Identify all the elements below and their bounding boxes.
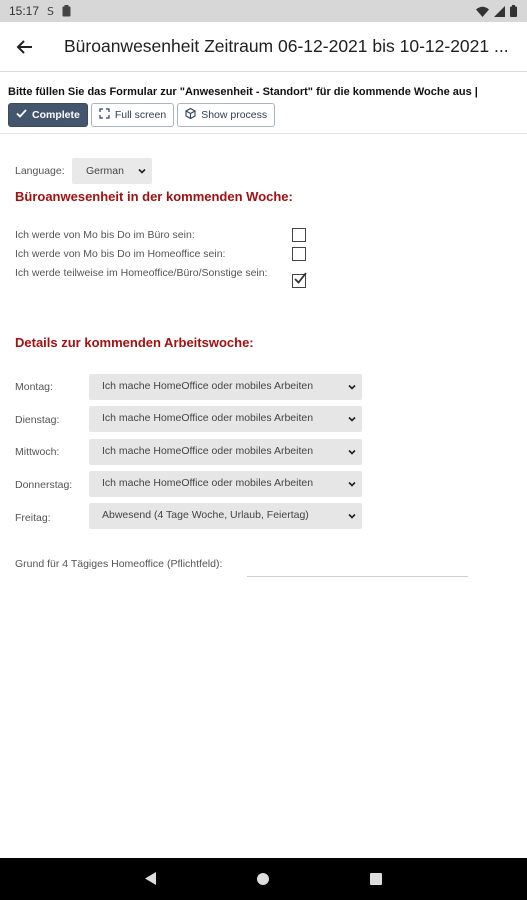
checkbox-partial[interactable] (292, 274, 306, 288)
show-process-button[interactable] (177, 103, 275, 127)
form-toolbar (8, 103, 275, 127)
signal-icon (494, 4, 505, 22)
app-bar (0, 22, 527, 72)
day-label-tuesday: Dienstag: (15, 414, 60, 426)
day-value-friday: Abwesend (4 Tage Woche, Urlaub, Feiertag) (102, 509, 309, 521)
chevron-down-icon (347, 511, 357, 521)
chevron-down-icon (347, 479, 357, 489)
section-title-week-details: Details zur kommenden Arbeitswoche: (15, 335, 254, 350)
language-select[interactable] (72, 158, 152, 184)
page-title: Büroanwesenheit Zeitraum 06-12-2021 bis 10-12-2021 ... (64, 36, 509, 56)
sim-icon (47, 4, 56, 22)
chevron-down-icon (137, 166, 147, 176)
wifi-icon (476, 4, 489, 22)
chevron-down-icon (347, 447, 357, 457)
nav-recents-icon[interactable] (370, 873, 382, 885)
chevron-down-icon (347, 382, 357, 392)
checkmark-icon (292, 271, 308, 287)
nav-back-icon[interactable] (145, 872, 157, 890)
day-label-thursday: Donnerstag: (15, 479, 73, 491)
day-value-monday: Ich mache HomeOffice oder mobiles Arbeiten (102, 380, 314, 392)
fullscreen-icon (99, 108, 110, 122)
nav-home-icon[interactable] (257, 873, 269, 885)
back-arrow-icon[interactable] (14, 36, 36, 58)
checkbox-label-office: Ich werde von Mo bis Do im Büro sein: (15, 229, 195, 241)
reason-input[interactable] (247, 551, 468, 577)
day-select-tuesday[interactable] (89, 406, 362, 432)
day-value-tuesday: Ich mache HomeOffice oder mobiles Arbeiten (102, 412, 314, 424)
full-screen-button-label: Full screen (114, 109, 167, 121)
check-icon (16, 109, 27, 121)
checkbox-label-homeoffice: Ich werde von Mo bis Do im Homeoffice sein: (15, 248, 226, 260)
svg-text:S: S (47, 5, 54, 17)
status-bar (0, 0, 527, 22)
system-nav-bar (0, 858, 527, 900)
day-select-monday[interactable] (89, 374, 362, 400)
complete-button[interactable] (8, 103, 88, 127)
clipboard-icon (62, 4, 71, 22)
form-intro: Bitte füllen Sie das Formular zur "Anwesenheit - Standort" für die kommende Woche aus | (8, 86, 478, 98)
day-label-friday: Freitag: (15, 512, 51, 524)
language-value: German (86, 165, 124, 177)
chevron-down-icon (347, 414, 357, 424)
day-value-thursday: Ich mache HomeOffice oder mobiles Arbeiten (102, 477, 314, 489)
day-label-monday: Montag: (15, 381, 53, 393)
day-select-wednesday[interactable] (89, 439, 362, 465)
section-title-office-presence: Büroanwesenheit in der kommenden Woche: (15, 189, 293, 204)
cube-icon (185, 108, 196, 122)
show-process-button-label: Show process (201, 109, 268, 121)
language-label: Language: (15, 165, 65, 177)
status-time: 15:17 (9, 4, 40, 18)
day-value-wednesday: Ich mache HomeOffice oder mobiles Arbeiten (102, 445, 314, 457)
reason-label: Grund für 4 Tägiges Homeoffice (Pflichtfeld): (15, 558, 223, 570)
day-select-thursday[interactable] (89, 471, 362, 497)
full-screen-button[interactable] (91, 103, 174, 127)
checkbox-label-partial: Ich werde teilweise im Homeoffice/Büro/Sonstige sein: (15, 267, 268, 279)
checkbox-homeoffice[interactable] (292, 247, 306, 261)
divider (0, 133, 527, 134)
battery-icon (510, 4, 517, 22)
day-label-wednesday: Mittwoch: (15, 446, 60, 458)
checkbox-office[interactable] (292, 228, 306, 242)
day-select-friday[interactable] (89, 503, 362, 529)
complete-button-label: Complete (32, 109, 80, 121)
